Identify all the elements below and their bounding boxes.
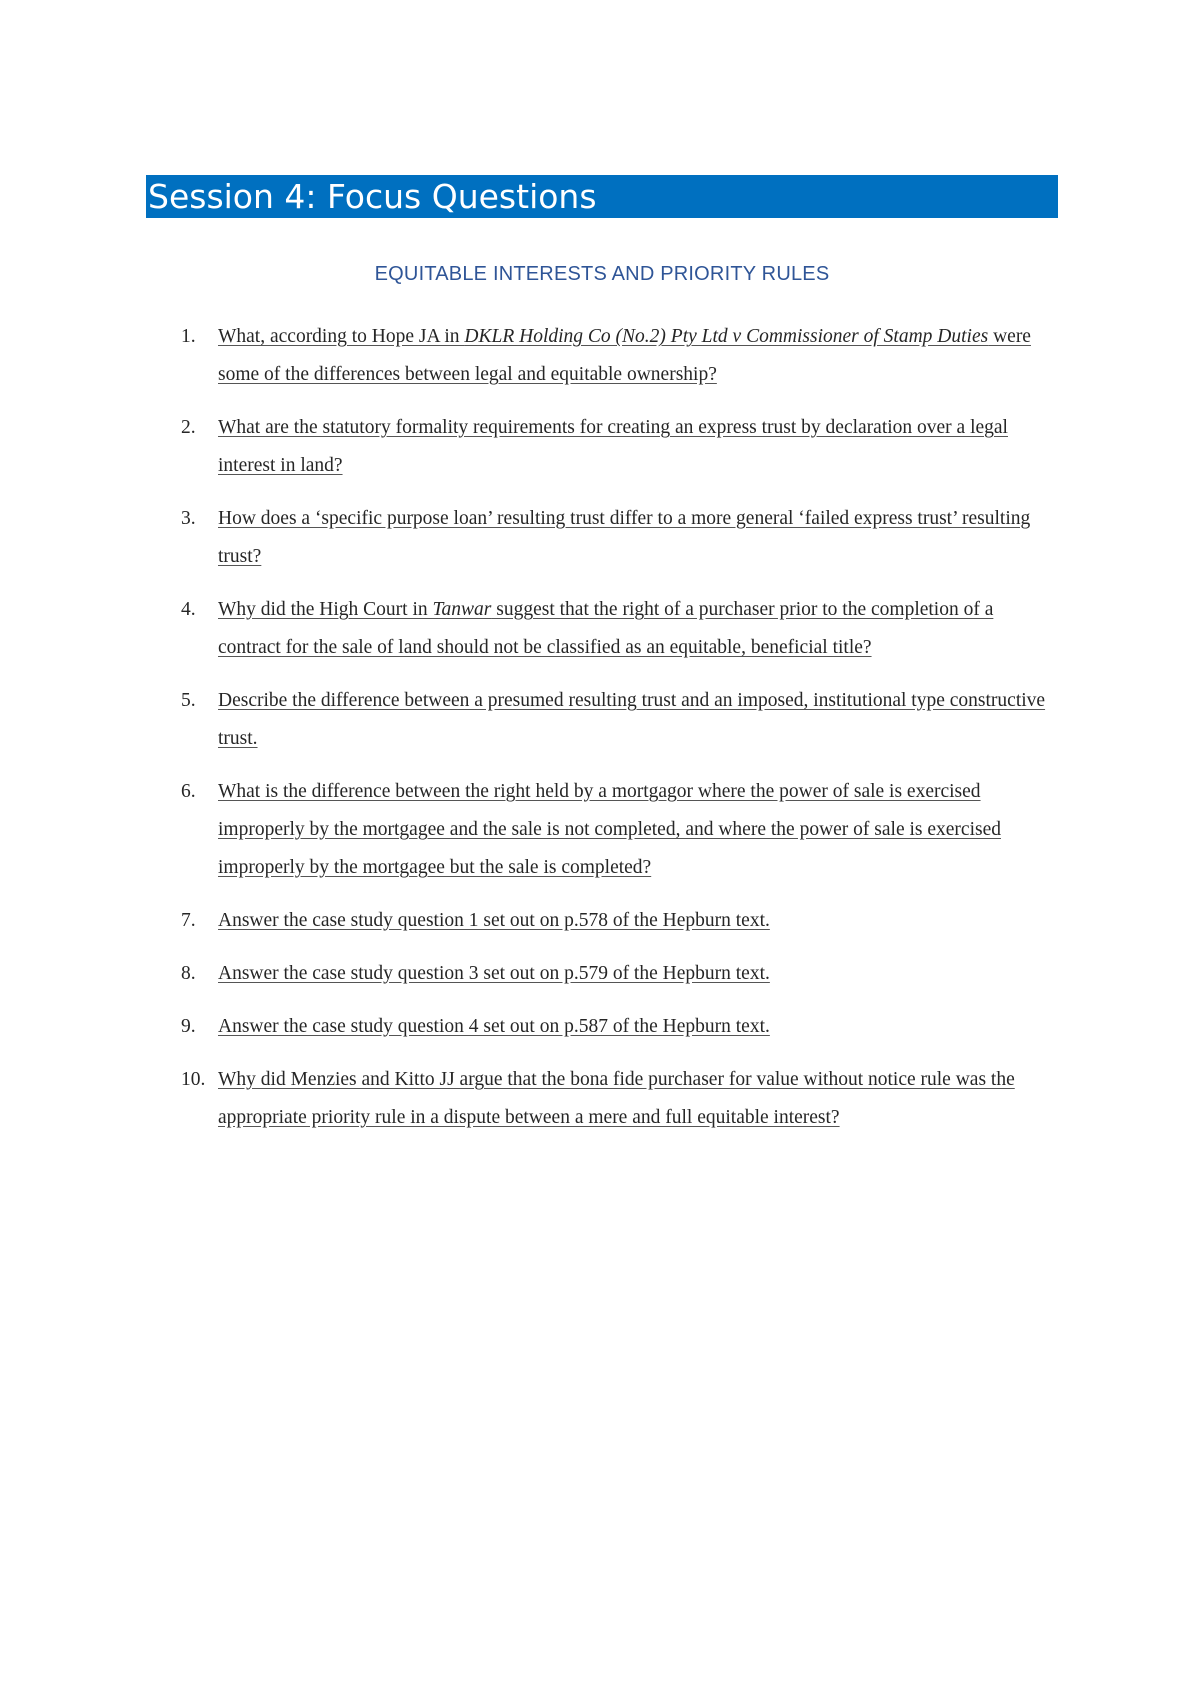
question-text-segment: Why did the High Court in <box>218 599 433 620</box>
question-text <box>218 417 1008 476</box>
question-text-segment: What are the statutory formality requirements for creating an express trust by declaration over a legal interest in land? <box>218 417 1008 476</box>
question-text <box>218 963 770 984</box>
question-list <box>0 318 1200 1152</box>
question-number: 4. <box>181 599 196 620</box>
question-text <box>218 1069 1015 1128</box>
question-number: 1. <box>181 326 196 347</box>
question-item <box>0 682 1058 758</box>
question-text-segment: How does a ‘specific purpose loan’ resulting trust differ to a more general ‘failed express trust’ resulting trust? <box>218 508 1031 567</box>
question-number: 5. <box>181 690 196 711</box>
question-number: 9. <box>181 1016 196 1037</box>
question-item <box>0 902 1058 940</box>
question-item <box>0 955 1058 993</box>
question-text <box>218 1016 770 1037</box>
question-text-segment: Answer the case study question 1 set out on p.578 of the Hepburn text. <box>218 910 770 931</box>
case-name: Tanwar <box>432 599 492 620</box>
question-text-segment: What, according to Hope JA in <box>218 326 465 347</box>
question-text <box>218 508 1030 567</box>
question-number: 8. <box>181 963 196 984</box>
question-text-segment: Describe the difference between a presumed resulting trust and an imposed, institutional type constructive trust. <box>218 690 1046 749</box>
question-text-segment: What is the difference between the right held by a mortgagor where the power of sale is exercised improperly by the mortgagee and the sale is not completed, and where the power of sale is exercised improperly by the mortgagee but the sale is completed? <box>218 781 1001 878</box>
question-number: 6. <box>181 781 196 802</box>
question-item <box>0 773 1058 887</box>
question-number: 2. <box>181 417 196 438</box>
case-name: DKLR Holding Co (No.2) Pty Ltd v Commissioner of Stamp Duties <box>464 326 989 347</box>
question-item <box>0 318 1058 394</box>
question-text-segment: Answer the case study question 4 set out on p.587 of the Hepburn text. <box>218 1016 770 1037</box>
question-text <box>218 599 993 658</box>
question-item <box>0 409 1058 485</box>
section-heading: EQUITABLE INTERESTS AND PRIORITY RULES <box>374 263 830 285</box>
question-text-segment: suggest that the right of a purchaser prior to the completion of a contract for the sale of land should not be classified as an equitable, beneficial title? <box>218 599 994 658</box>
question-item <box>0 1061 1058 1137</box>
question-item <box>0 1008 1058 1046</box>
question-text <box>218 781 1001 878</box>
question-text <box>218 326 1031 385</box>
question-text-segment: Why did Menzies and Kitto JJ argue that the bona fide purchaser for value without notice rule was the appropriate priority rule in a dispute between a mere and full equitable interest? <box>218 1069 1015 1128</box>
question-text <box>218 910 770 931</box>
page-title: Session 4: Focus Questions <box>148 177 597 216</box>
question-number: 10. <box>181 1069 206 1090</box>
question-number: 7. <box>181 910 196 931</box>
question-item <box>0 500 1058 576</box>
title-bar <box>146 175 1058 218</box>
question-item <box>0 591 1058 667</box>
question-text <box>218 690 1045 749</box>
question-number: 3. <box>181 508 196 529</box>
question-text-segment: were some of the differences between legal and equitable ownership? <box>218 326 1031 385</box>
question-text-segment: Answer the case study question 3 set out on p.579 of the Hepburn text. <box>218 963 770 984</box>
